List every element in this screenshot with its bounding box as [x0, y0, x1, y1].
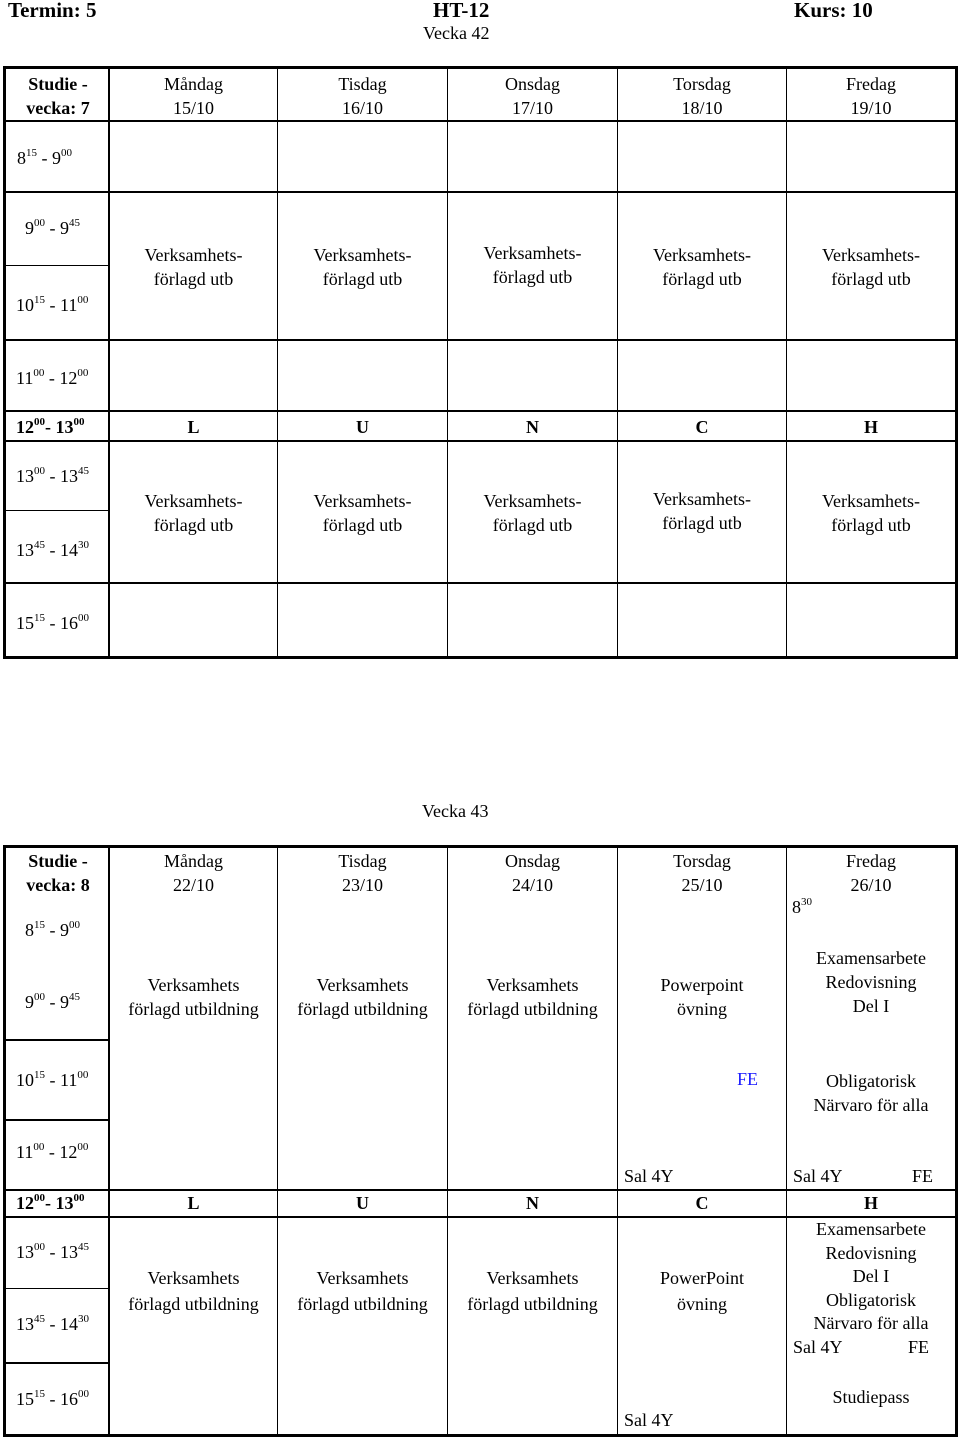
activity-cell: Verksamhets- förlagd utb: [483, 243, 582, 287]
activity-cell: Verksamhets- förlagd utb: [653, 245, 751, 289]
week42-day-monday: Måndag 15/10: [164, 74, 223, 118]
lunch-time-slot: $12^{00}-$ $13^{00}$: [16, 416, 85, 437]
activity-cell: Verksamhets- förlagd utb: [822, 491, 920, 535]
time-slot: $10^{15} - 11^{00}$: [16, 1069, 89, 1090]
activity-cell: Verksamhets- förlagd utb: [144, 491, 243, 535]
thursday-room: Sal 4Y: [624, 1166, 674, 1186]
time-slot: $9^{00} - 9^{45}$: [25, 991, 80, 1012]
friday-exam-cell: Examensarbete Redovisning Del I: [816, 948, 926, 1016]
time-slot: $13^{45} - 14^{30}$: [16, 539, 89, 560]
lunch-letter: U: [356, 417, 369, 437]
thursday-powerpoint-cell: Powerpoint övning: [660, 975, 744, 1019]
time-slot: $15^{15} - 16^{00}$: [16, 1388, 89, 1409]
activity-cell: Verksamhets förlagd utbildning: [297, 975, 428, 1019]
week42-day-friday: Fredag 19/10: [846, 74, 896, 118]
week43-day-friday: Fredag 26/10: [846, 851, 896, 895]
lunch-letter: U: [356, 1193, 369, 1213]
activity-cell: Verksamhets- förlagd utb: [313, 245, 412, 289]
lunch-letter: L: [187, 417, 200, 437]
lunch-letter: C: [695, 1193, 709, 1213]
termin-label: Termin: 5: [8, 0, 97, 22]
time-slot: $13^{45} - 14^{30}$: [16, 1313, 89, 1334]
week43-day-monday: Måndag 22/10: [164, 851, 223, 895]
friday-room: Sal 4Y: [793, 1166, 843, 1186]
week42-day-tuesday: Tisdag 16/10: [338, 74, 387, 118]
week42-corner: Studie - vecka: 7: [26, 74, 90, 118]
lunch-time-slot: $12^{00}-$ $13^{00}$: [16, 1192, 85, 1213]
lunch-letter: N: [526, 1193, 539, 1213]
lunch-letter: L: [187, 1193, 200, 1213]
lunch-letter: N: [526, 417, 539, 437]
friday-mandatory-note: Obligatorisk Närvaro för alla: [813, 1071, 929, 1115]
friday-room: Sal 4Y: [793, 1337, 843, 1357]
thursday-powerpoint-cell: PowerPoint övning: [659, 1268, 744, 1314]
activity-cell: Verksamhets- förlagd utb: [144, 245, 243, 289]
course-code: HT-12: [433, 0, 490, 22]
activity-cell: Verksamhets- förlagd utb: [653, 489, 751, 533]
activity-cell: Verksamhets- förlagd utb: [313, 491, 412, 535]
thursday-fe-label: FE: [737, 1069, 759, 1089]
thursday-room: Sal 4Y: [624, 1410, 674, 1430]
week43-day-thursday: Torsdag 25/10: [673, 851, 731, 895]
activity-cell: Verksamhets förlagd utbildning: [467, 1268, 598, 1314]
friday-fe-label: FE: [908, 1337, 930, 1357]
week42-day-thursday: Torsdag 18/10: [673, 74, 731, 118]
time-slot: $11^{00} - 12^{00}$: [16, 1141, 89, 1162]
week42-title: Vecka 42: [423, 23, 490, 43]
activity-cell: Verksamhets- förlagd utb: [822, 245, 920, 289]
friday-fe-label: FE: [912, 1166, 934, 1186]
week43-day-wednesday: Onsdag 24/10: [505, 851, 560, 895]
week43-day-tuesday: Tisdag 23/10: [338, 851, 387, 895]
friday-study-session: Studiepass: [832, 1387, 910, 1407]
time-slot: $15^{15} - 16^{00}$: [16, 612, 89, 633]
friday-exam-cell: Examensarbete Redovisning Del I Obligatorisk Närvaro för alla: [813, 1219, 929, 1333]
activity-cell: Verksamhets förlagd utbildning: [128, 1268, 259, 1314]
activity-cell: Verksamhets förlagd utbildning: [297, 1268, 428, 1314]
friday-start-time: $8^{30}$: [792, 896, 812, 917]
time-slot: $10^{15} - 11^{00}$: [16, 294, 89, 315]
lunch-letter: H: [863, 417, 878, 437]
time-slot: $8^{15} - 9^{00}$: [25, 919, 80, 940]
time-slot: $13^{00} - 13^{45}$: [16, 465, 89, 486]
time-slot: $9^{00} - 9^{45}$: [25, 217, 80, 238]
lunch-letter: C: [695, 417, 709, 437]
week43-corner: Studie - vecka: 8: [26, 851, 90, 895]
time-slot: $11^{00} - 12^{00}$: [16, 367, 89, 388]
activity-cell: Verksamhets förlagd utbildning: [467, 975, 598, 1019]
week43-title: Vecka 43: [422, 801, 489, 821]
time-slot: $8^{15} - 9^{00}$: [17, 147, 72, 168]
activity-cell: Verksamhets förlagd utbildning: [128, 975, 259, 1019]
week42-day-wednesday: Onsdag 17/10: [505, 74, 560, 118]
kurs-label: Kurs: 10: [794, 0, 873, 22]
time-slot: $13^{00} - 13^{45}$: [16, 1241, 89, 1262]
activity-cell: Verksamhets- förlagd utb: [483, 491, 582, 535]
lunch-letter: H: [863, 1193, 878, 1213]
